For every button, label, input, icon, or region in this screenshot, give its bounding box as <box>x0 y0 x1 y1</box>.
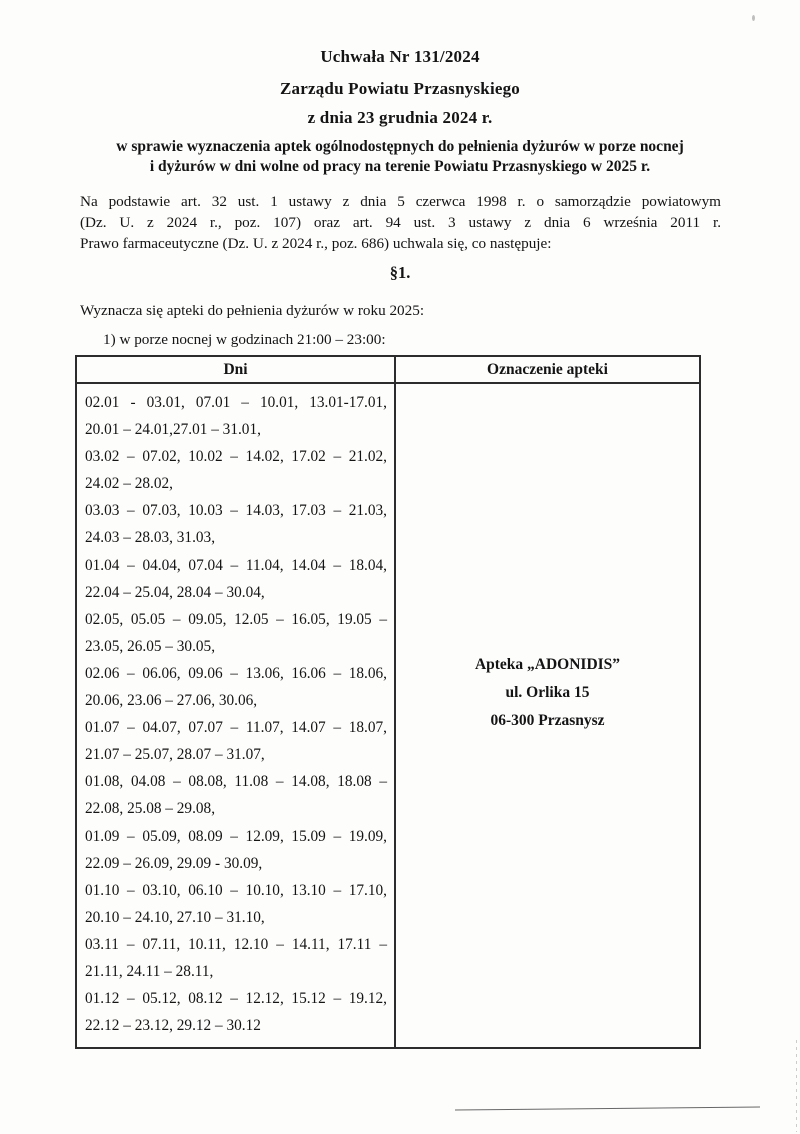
duty-schedule-table <box>75 355 701 1049</box>
days-line: 20.01 – 24.01,27.01 – 31.01, <box>85 421 261 439</box>
pharmacy-name: Apteka „ADONIDIS” <box>474 655 621 673</box>
document-title: Uchwała Nr 131/2024 <box>320 47 480 66</box>
pharmacy-cell <box>396 384 699 1047</box>
column-header-pharmacy: Oznaczenie apteki <box>487 361 608 378</box>
days-line: 01.04 – 04.04, 07.04 – 11.04, 14.04 – 18.04, <box>85 556 387 574</box>
days-line: 20.10 – 24.10, 27.10 – 31.10, <box>85 908 265 926</box>
days-line: 03.02 – 07.02, 10.02 – 14.02, 17.02 – 21.02, <box>85 448 387 466</box>
table-header-row <box>77 357 699 384</box>
column-header-days: Dni <box>77 357 396 382</box>
scan-speck-artifact <box>752 15 755 21</box>
document-issuer: Zarządu Powiatu Przasnyskiego <box>279 79 521 98</box>
days-line: 22.12 – 23.12, 29.12 – 30.12 <box>85 1017 261 1035</box>
document-date: z dnia 23 grudnia 2024 r. <box>307 108 493 127</box>
pharmacy-street: ul. Orlika 15 <box>505 683 590 701</box>
days-line: 02.05, 05.05 – 09.05, 12.05 – 16.05, 19.05 – <box>85 610 387 628</box>
days-line: 02.06 – 06.06, 09.06 – 13.06, 16.06 – 18.06, <box>85 664 387 682</box>
days-line: 03.11 – 07.11, 10.11, 12.10 – 14.11, 17.11 – <box>85 935 387 953</box>
subject-line-2: i dyżurów w dni wolne od pracy na terenie Powiatu Przasnyskiego w 2025 r. <box>149 157 651 175</box>
scan-edge-artifact <box>796 1040 797 1132</box>
document-subject <box>70 137 730 176</box>
days-line: 23.05, 26.05 – 30.05, <box>85 637 216 655</box>
days-line: 24.03 – 28.03, 31.03, <box>85 529 216 547</box>
pharmacy-city: 06-300 Przasnysz <box>490 711 605 729</box>
table-body-row <box>77 384 699 1047</box>
intro-paragraph: Wyznacza się apteki do pełnienia dyżurów w roku 2025: <box>80 302 425 319</box>
days-line: 22.04 – 25.04, 28.04 – 30.04, <box>85 583 265 601</box>
days-line: 21.11, 24.11 – 28.11, <box>85 962 214 980</box>
legal-basis-line-3: Prawo farmaceutyczne (Dz. U. z 2024 r., poz. 686) uchwala się, co następuje: <box>80 235 552 252</box>
subject-line-1: w sprawie wyznaczenia aptek ogólnodostępnych do pełnienia dyżurów w porze nocnej <box>116 138 684 155</box>
section-heading: §1. <box>389 263 411 282</box>
days-line: 01.08, 04.08 – 08.08, 11.08 – 14.08, 18.08 – <box>85 773 387 791</box>
days-line: 01.12 – 05.12, 08.12 – 12.12, 15.12 – 19.12, <box>85 990 387 1008</box>
days-line: 02.01 - 03.01, 07.01 – 10.01, 13.01-17.01, <box>85 394 387 411</box>
days-cell <box>77 384 396 1047</box>
legal-basis-line-2: (Dz. U. z 2024 r., poz. 107) oraz art. 94 ust. 3 ustawy z dnia 6 września 2011 r. <box>80 214 721 231</box>
days-line: 01.09 – 05.09, 08.09 – 12.09, 15.09 – 19.09, <box>85 827 387 845</box>
days-line: 22.08, 25.08 – 29.08, <box>85 800 216 818</box>
days-line: 21.07 – 25.07, 28.07 – 31.07, <box>85 746 265 764</box>
legal-basis-line-1: Na podstawie art. 32 ust. 1 ustawy z dnia 5 czerwca 1998 r. o samorządzie powiatowym <box>80 193 721 210</box>
days-line: 22.09 – 26.09, 29.09 - 30.09, <box>85 854 263 872</box>
legal-basis-paragraph <box>80 191 721 254</box>
days-line: 24.02 – 28.02, <box>85 475 173 493</box>
list-item-night-hours: 1) w porze nocnej w godzinach 21:00 – 23:00: <box>103 331 386 348</box>
days-line: 20.06, 23.06 – 27.06, 30.06, <box>85 692 258 710</box>
days-line: 01.07 – 04.07, 07.07 – 11.07, 14.07 – 18.07, <box>85 719 387 737</box>
days-line: 03.03 – 07.03, 10.03 – 14.03, 17.03 – 21.03, <box>85 502 387 520</box>
signature-line <box>455 1107 760 1111</box>
days-line: 01.10 – 03.10, 06.10 – 10.10, 13.10 – 17.10, <box>85 881 387 899</box>
